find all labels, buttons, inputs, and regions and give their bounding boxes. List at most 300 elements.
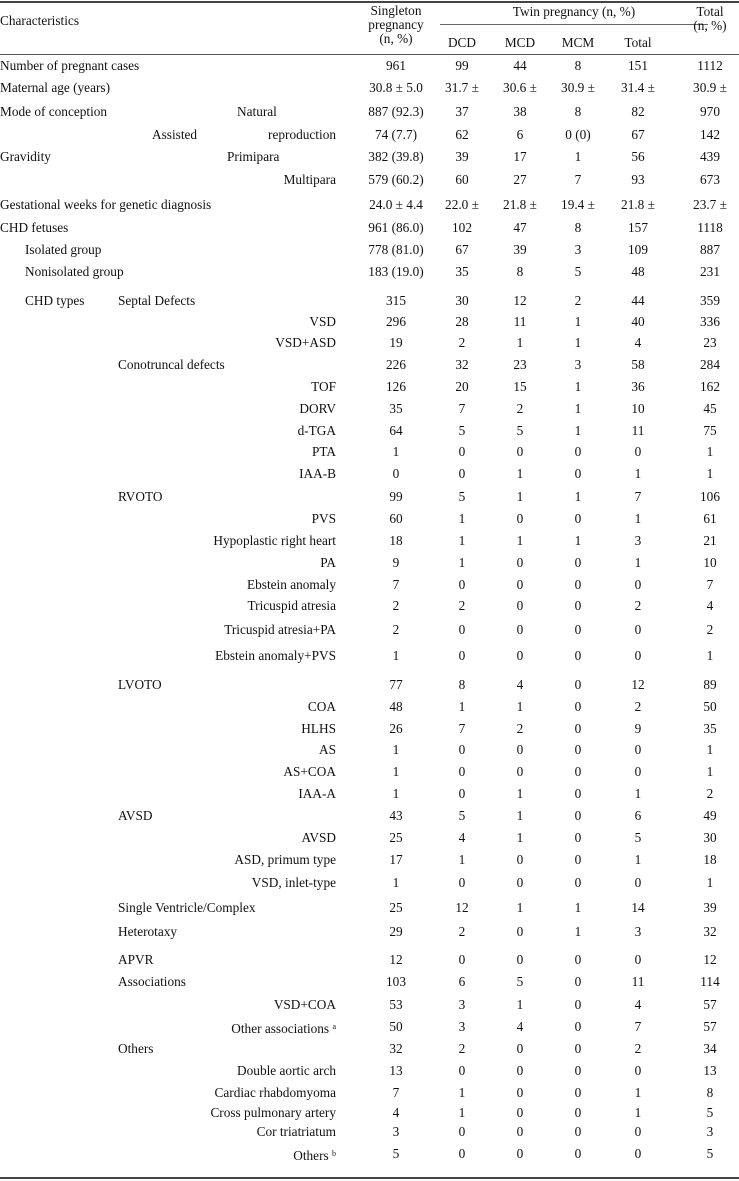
cell-mcd: 6 [516, 127, 524, 142]
row-sublabel [299, 401, 336, 417]
header-total-line2: (n, %) [693, 18, 727, 33]
row-sublabel [252, 875, 336, 891]
cell-dcd: 99 [455, 58, 469, 73]
cell-twin-total: 40 [631, 314, 645, 329]
table-top-rule [0, 1, 739, 3]
cell-mcd: 0 [516, 555, 524, 570]
row-sublabel [312, 444, 336, 460]
table-row [0, 423, 739, 439]
cell-singleton: 7 [392, 1085, 400, 1100]
cell-dcd: 28 [455, 314, 469, 329]
cell-twin-total: 0 [634, 764, 642, 779]
cell-twin-total: 9 [634, 721, 642, 736]
cell-total: 1118 [697, 220, 723, 235]
table-row [0, 786, 739, 802]
cell-singleton: 1 [392, 786, 400, 801]
cell-mcd: 4 [516, 1019, 524, 1034]
cell-total: 23.7 ± [693, 197, 727, 212]
cell-dcd: 30 [455, 293, 469, 308]
table-row [0, 127, 739, 143]
cell-total: 7 [706, 577, 714, 592]
row-sublabel-text: Cor triatriatum [256, 1124, 336, 1139]
cell-dcd: 35 [455, 264, 469, 279]
footnote-marker: a [332, 1022, 336, 1031]
header-total-line1: Total [696, 4, 724, 19]
table-row [0, 511, 739, 527]
cell-singleton: 35 [389, 401, 403, 416]
row-sublabel-text: Primipara [227, 149, 280, 164]
cell-total: 142 [700, 127, 720, 142]
cell-singleton: 961 [386, 58, 406, 73]
cell-mcm: 1 [574, 489, 582, 504]
table-row [0, 1105, 739, 1121]
row-sublabel [284, 172, 336, 188]
cell-total: 5 [706, 1105, 714, 1120]
cell-singleton: 226 [386, 357, 406, 372]
cell-mcd: 21.8 ± [503, 197, 537, 212]
header-mcm: MCM [561, 35, 595, 50]
row-sublabel-text: AVSD [301, 830, 336, 845]
cell-twin-total: 0 [634, 577, 642, 592]
cell-total: 30.9 ± [693, 80, 727, 95]
cell-mcm: 0 [574, 1105, 582, 1120]
cell-mcd: 17 [513, 149, 527, 164]
cell-mcm: 0 [574, 1124, 582, 1139]
table-row [0, 577, 739, 593]
cell-mcd: 2 [516, 401, 524, 416]
cell-twin-total: 0 [634, 1063, 642, 1078]
cell-twin-total: 157 [628, 220, 648, 235]
cell-twin-total: 31.4 ± [621, 80, 655, 95]
table-row [0, 1124, 739, 1140]
cell-singleton: 4 [392, 1105, 400, 1120]
cell-mcm: 0 [574, 677, 582, 692]
cell-singleton: 2 [392, 622, 400, 637]
row-sublabel-text: Ebstein anomaly [247, 577, 336, 592]
cell-dcd: 3 [458, 1019, 466, 1034]
header-singleton-line2: pregnancy [368, 17, 424, 32]
table-row [0, 924, 739, 940]
row-sublabel-text: RVOTO [118, 489, 163, 504]
cell-mcd: 38 [513, 104, 527, 119]
cell-singleton: 32 [389, 1041, 403, 1056]
cell-mcm: 1 [574, 379, 582, 394]
cell-singleton: 0 [392, 466, 400, 481]
cell-twin-total: 1 [634, 555, 642, 570]
cell-total: 34 [703, 1041, 717, 1056]
cell-mcm: 0 [574, 1085, 582, 1100]
cell-mcm: 1 [574, 423, 582, 438]
table-row [0, 1146, 739, 1162]
cell-twin-total: 2 [634, 598, 642, 613]
cell-twin-total: 44 [631, 293, 645, 308]
cell-dcd: 0 [458, 952, 466, 967]
row-label: Number of pregnant cases [0, 58, 140, 73]
row-sublabel [283, 764, 336, 780]
cell-mcm: 0 [574, 952, 582, 967]
cell-dcd: 7 [458, 401, 466, 416]
cell-mcd: 1 [516, 533, 524, 548]
cell-mcm: 3 [574, 357, 582, 372]
table-row [0, 555, 739, 571]
row-sublabel [215, 648, 336, 664]
row-sublabel [257, 1124, 336, 1140]
cell-dcd: 67 [455, 242, 469, 257]
cell-mcm: 0 [574, 577, 582, 592]
cell-dcd: 0 [458, 466, 466, 481]
cell-total: 23 [703, 335, 717, 350]
table-row [0, 808, 739, 824]
cell-mcd: 5 [516, 974, 524, 989]
twin-group-rule [440, 24, 708, 25]
cell-singleton: 382 (39.8) [368, 149, 424, 164]
cell-singleton: 48 [389, 699, 403, 714]
cell-dcd: 0 [458, 648, 466, 663]
cell-twin-total: 2 [634, 699, 642, 714]
row-sublabel [118, 677, 162, 693]
table-row [0, 314, 739, 330]
cell-dcd: 60 [455, 172, 469, 187]
row-sublabel [118, 293, 195, 309]
cell-dcd: 8 [458, 677, 466, 692]
cell-twin-total: 151 [628, 58, 648, 73]
cell-total: 439 [700, 149, 720, 164]
cell-total: 114 [700, 974, 720, 989]
cell-mcd: 0 [516, 852, 524, 867]
row-sublabel [237, 104, 277, 120]
cell-mcd: 0 [516, 1124, 524, 1139]
table-row [0, 974, 739, 990]
cell-dcd: 5 [458, 808, 466, 823]
row-sublabel-text: LVOTO [118, 677, 162, 692]
cell-twin-total: 1 [634, 1085, 642, 1100]
row-sublabel [210, 1105, 336, 1121]
header-twin-total: Total [624, 35, 652, 50]
row-label: Gestational weeks for genetic diagnosis [0, 197, 212, 212]
row-sublabel [274, 997, 336, 1013]
table-row [0, 242, 739, 258]
row-sublabel-text: Associations [118, 974, 186, 989]
cell-singleton: 74 (7.7) [374, 127, 418, 142]
cell-twin-total: 1 [634, 511, 642, 526]
cell-mcm: 30.9 ± [561, 80, 595, 95]
cell-total: 21 [703, 533, 717, 548]
cell-dcd: 0 [458, 1124, 466, 1139]
cell-singleton: 64 [389, 423, 403, 438]
cell-dcd: 1 [458, 511, 466, 526]
row-sublabel-text: d-TGA [297, 423, 336, 438]
cell-singleton: 50 [389, 1019, 403, 1034]
row-sublabel-text: VSD [309, 314, 336, 329]
row-sublabel [312, 511, 336, 527]
cell-mcd: 11 [513, 314, 527, 329]
row-label: Isolated group [25, 242, 102, 257]
cell-singleton: 17 [389, 852, 403, 867]
cell-total: 1 [706, 764, 714, 779]
header-mcd: MCD [504, 35, 536, 50]
cell-total: 1 [706, 875, 714, 890]
row-sublabel [118, 974, 186, 990]
cell-dcd: 1 [458, 852, 466, 867]
cell-mcm: 0 [574, 466, 582, 481]
cell-dcd: 32 [455, 357, 469, 372]
row-sublabel [213, 533, 336, 549]
table-row [0, 598, 739, 614]
cell-singleton: 315 [386, 293, 406, 308]
cell-total: 30 [703, 830, 717, 845]
cell-total: 2 [706, 786, 714, 801]
cell-total: 231 [700, 264, 720, 279]
cell-dcd: 7 [458, 721, 466, 736]
row-sublabel [268, 127, 336, 143]
cell-twin-total: 0 [634, 952, 642, 967]
header-characteristics: Characteristics [0, 13, 80, 28]
row-sublabel [234, 852, 336, 868]
cell-mcm: 0 [574, 648, 582, 663]
row-sublabel-text: Ebstein anomaly+PVS [215, 648, 336, 663]
row-sublabel [118, 900, 256, 916]
cell-mcd: 1 [516, 808, 524, 823]
row-sublabel [298, 786, 336, 802]
cell-dcd: 2 [458, 598, 466, 613]
row-sublabel-text: DORV [299, 401, 336, 416]
cell-dcd: 37 [455, 104, 469, 119]
cell-twin-total: 2 [634, 1041, 642, 1056]
cell-mcm: 0 [574, 511, 582, 526]
row-sublabel [118, 952, 153, 968]
cell-twin-total: 0 [634, 444, 642, 459]
cell-total: 35 [703, 721, 717, 736]
cell-mcm: 1 [574, 401, 582, 416]
row-sublabel [231, 1019, 336, 1037]
cell-dcd: 0 [458, 444, 466, 459]
table-row [0, 533, 739, 549]
cell-singleton: 1 [392, 648, 400, 663]
cell-twin-total: 11 [631, 974, 645, 989]
cell-total: 1 [706, 444, 714, 459]
cell-mcd: 1 [516, 466, 524, 481]
table-bottom-rule [0, 1177, 739, 1179]
table-row [0, 401, 739, 417]
row-label: Mode of conception [0, 104, 108, 119]
cell-mcm: 1 [574, 924, 582, 939]
cell-twin-total: 7 [634, 489, 642, 504]
row-sublabel [301, 721, 336, 737]
cell-twin-total: 7 [634, 1019, 642, 1034]
header-singleton-line3: (n, %) [379, 31, 413, 46]
cell-twin-total: 6 [634, 808, 642, 823]
cell-mcd: 15 [513, 379, 527, 394]
cell-singleton: 19 [389, 335, 403, 350]
cell-mcm: 7 [574, 172, 582, 187]
row-sublabel-text: PA [320, 555, 336, 570]
cell-twin-total: 67 [631, 127, 645, 142]
cell-singleton: 1 [392, 764, 400, 779]
header-twin-pregnancy: Twin pregnancy (n, %) [512, 4, 636, 19]
cell-twin-total: 58 [631, 357, 645, 372]
cell-twin-total: 82 [631, 104, 645, 119]
cell-total: 4 [706, 598, 714, 613]
cell-mcd: 2 [516, 721, 524, 736]
table-row [0, 80, 739, 96]
cell-mcd: 0 [516, 742, 524, 757]
cell-singleton: 30.8 ± 5.0 [369, 80, 423, 95]
cell-singleton: 887 (92.3) [368, 104, 424, 119]
cell-twin-total: 3 [634, 533, 642, 548]
row-sublabel [215, 1085, 336, 1101]
cell-twin-total: 1 [634, 466, 642, 481]
cell-total: 18 [703, 852, 717, 867]
cell-mcm: 0 [574, 1063, 582, 1078]
row-label: Maternal age (years) [0, 80, 111, 95]
row-label: Gravidity [0, 149, 51, 164]
row-sublabel-text: Single Ventricle/Complex [118, 900, 256, 915]
table-row [0, 699, 739, 715]
cell-singleton: 5 [392, 1146, 400, 1161]
cell-total: 1 [706, 648, 714, 663]
cell-total: 45 [703, 401, 717, 416]
table-row [0, 172, 739, 188]
cell-singleton: 99 [389, 489, 403, 504]
row-sublabel [118, 808, 153, 824]
cell-singleton: 13 [389, 1063, 403, 1078]
cell-singleton: 43 [389, 808, 403, 823]
table-row [0, 742, 739, 758]
cell-twin-total: 0 [634, 1146, 642, 1161]
cell-total: 50 [703, 699, 717, 714]
cell-mcd: 44 [513, 58, 527, 73]
row-sublabel-text: Tricuspid atresia [247, 598, 336, 613]
row-sublabel-text: Others [118, 1041, 154, 1056]
cell-mcm: 0 [574, 721, 582, 736]
cell-mcm: 0 [574, 1019, 582, 1034]
row-sublabel-text: reproduction [268, 127, 336, 142]
cell-mcm: 0 [574, 997, 582, 1012]
cell-mcm: 0 [574, 1146, 582, 1161]
table-row [0, 622, 739, 638]
cell-singleton: 2 [392, 598, 400, 613]
cell-dcd: 1 [458, 555, 466, 570]
cell-total: 13 [703, 1063, 717, 1078]
cell-mcd: 1 [516, 335, 524, 350]
cell-singleton: 296 [386, 314, 406, 329]
cell-twin-total: 1 [634, 852, 642, 867]
cell-mcd: 1 [516, 997, 524, 1012]
cell-total: 3 [706, 1124, 714, 1139]
table-row [0, 875, 739, 891]
cell-total: 887 [700, 242, 720, 257]
cell-dcd: 2 [458, 335, 466, 350]
cell-total: 12 [703, 952, 717, 967]
cell-total: 75 [703, 423, 717, 438]
cell-dcd: 6 [458, 974, 466, 989]
row-sublabel [118, 357, 225, 373]
row-sublabel-text: HLHS [301, 721, 336, 736]
cell-mcd: 1 [516, 900, 524, 915]
table-row [0, 1085, 739, 1101]
row-sublabel-text: Conotruncal defects [118, 357, 225, 372]
row-sublabel [247, 598, 336, 614]
cell-mcd: 0 [516, 952, 524, 967]
cell-twin-total: 36 [631, 379, 645, 394]
cell-total: 1 [706, 466, 714, 481]
cell-mcd: 47 [513, 220, 527, 235]
table-row [0, 830, 739, 846]
cell-mcm: 1 [574, 314, 582, 329]
cell-mcm: 0 [574, 875, 582, 890]
cell-dcd: 12 [455, 900, 469, 915]
table-row [0, 444, 739, 460]
cell-twin-total: 21.8 ± [621, 197, 655, 212]
cell-total: 57 [703, 1019, 717, 1034]
table-row [0, 764, 739, 780]
cell-singleton: 18 [389, 533, 403, 548]
cell-mcd: 0 [516, 924, 524, 939]
row-sublabel [309, 314, 336, 330]
cell-mcd: 4 [516, 677, 524, 692]
cell-singleton: 1 [392, 742, 400, 757]
row-sublabel-text: Septal Defects [118, 293, 196, 308]
cell-twin-total: 10 [631, 401, 645, 416]
row-sublabel-text: COA [307, 699, 336, 714]
cell-mcd: 0 [516, 764, 524, 779]
header-bottom-rule [0, 54, 739, 55]
cell-mcm: 1 [574, 335, 582, 350]
cell-mcm: 0 (0) [565, 127, 591, 142]
cell-mcd: 0 [516, 1063, 524, 1078]
cell-mcd: 1 [516, 699, 524, 714]
cell-dcd: 22.0 ± [445, 197, 479, 212]
table-row [0, 1041, 739, 1057]
cell-total: 1112 [697, 58, 723, 73]
row-sublabel-text: AS+COA [283, 764, 336, 779]
cell-mcm: 0 [574, 830, 582, 845]
row-sublabel [298, 423, 336, 439]
cell-mcm: 19.4 ± [561, 197, 595, 212]
table-row [0, 677, 739, 693]
row-sublabel [237, 1063, 336, 1079]
header-singleton [356, 4, 436, 46]
cell-dcd: 1 [458, 1085, 466, 1100]
cell-total: 89 [703, 677, 717, 692]
table-row [0, 466, 739, 482]
row-sublabel-text: Other associations [231, 1021, 330, 1036]
cell-mcd: 0 [516, 875, 524, 890]
table-row [0, 1063, 739, 1079]
row-sublabel [118, 924, 177, 940]
row-sublabel [302, 830, 337, 846]
table-row [0, 197, 739, 213]
cell-twin-total: 12 [631, 677, 645, 692]
cell-dcd: 5 [458, 489, 466, 504]
row-sublabel-text: PVS [311, 511, 336, 526]
row-sublabel-text: VSD+COA [273, 997, 336, 1012]
table-row [0, 104, 739, 120]
cell-total: 162 [700, 379, 720, 394]
row-sublabel [118, 1041, 153, 1057]
cell-mcd: 30.6 ± [503, 80, 537, 95]
cell-dcd: 0 [458, 577, 466, 592]
cell-twin-total: 0 [634, 1124, 642, 1139]
cell-mcm: 8 [574, 220, 582, 235]
cell-twin-total: 48 [631, 264, 645, 279]
cell-mcm: 1 [574, 533, 582, 548]
cell-singleton: 24.0 ± 4.4 [369, 197, 423, 212]
row-sublabel [118, 489, 163, 505]
cell-mcm: 8 [574, 58, 582, 73]
row-sublabel-text: Hypoplastic right heart [213, 533, 336, 548]
cell-mcd: 0 [516, 598, 524, 613]
